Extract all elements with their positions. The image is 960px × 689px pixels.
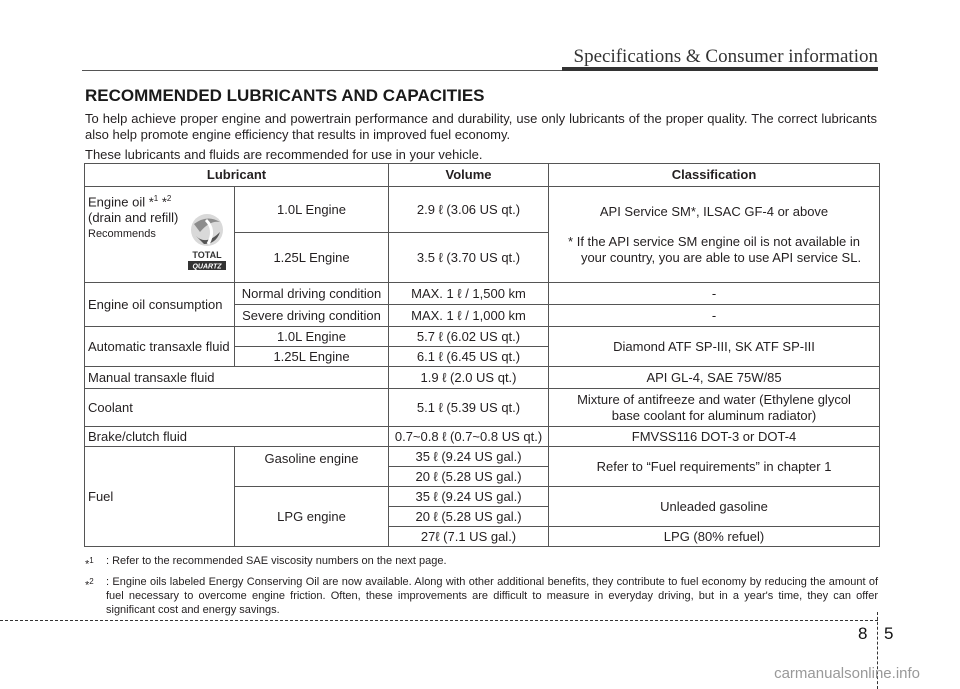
intro-paragraph-1: To help achieve proper engine and powertrain performance and durability, use only lubricants of the proper quality. The correct lubricants also help promote engine efficiency that results in improved fuel economy. [85, 111, 877, 142]
svg-text:QUARTZ: QUARTZ [192, 263, 222, 271]
table-header-row [85, 164, 880, 187]
engine-oil-label: Engine oil *$^1$ *$^2$ [88, 194, 172, 210]
brake-fluid-label: Brake/clutch fluid [85, 427, 389, 447]
engine-oil-1-25l-volume: 3.5 ℓ (3.70 US qt.) [389, 233, 549, 283]
section-title: RECOMMENDED LUBRICANTS AND CAPACITIES [85, 86, 485, 105]
table-row [85, 389, 880, 427]
footnotes [85, 554, 878, 620]
oil-consumption-label: Engine oil consumption [85, 283, 235, 327]
gasoline-volume-2: 20 ℓ (5.28 US gal.) [389, 467, 549, 487]
auto-transaxle-1-25l: 1.25L Engine [235, 347, 389, 367]
engine-oil-1-0l-volume: 2.9 ℓ (3.06 US qt.) [389, 187, 549, 233]
severe-driving-class: - [549, 305, 880, 327]
intro [85, 111, 877, 163]
table-row [85, 447, 880, 467]
table-row [85, 283, 880, 305]
engine-oil-classification: API Service SM*, ILSAC GF-4 or above * If the API service SM engine oil is not available in your country, you are able to use API service SL. [549, 187, 880, 283]
gasoline-class: Refer to “Fuel requirements” in chapter 1 [549, 447, 880, 487]
lpg-volume-2: 20 ℓ (5.28 US gal.) [389, 507, 549, 527]
severe-driving-volume: MAX. 1 ℓ / 1,000 km [389, 305, 549, 327]
coolant-label: Coolant [85, 389, 389, 427]
recommends-label: Recommends [88, 228, 156, 241]
col-header-classification: Classification [549, 164, 880, 187]
normal-driving-class: - [549, 283, 880, 305]
footer-rule [0, 620, 878, 621]
lpg-class-3: LPG (80% refuel) [549, 527, 880, 547]
total-quartz-logo [186, 210, 228, 272]
auto-transaxle-1-0l: 1.0L Engine [235, 327, 389, 347]
footnote-2: *$^2$ : Engine oils labeled Energy Conserving Oil are now available. Along with other additional benefits, they contribute to fuel economy by reducing the amount of fuel necessary to overcome engine friction. Often, these improvements are difficult to measure in everyday driving, but in a year's time, they can offer significant cost and energy savings. [85, 575, 878, 616]
table-row [85, 367, 880, 389]
intro-paragraph-2: These lubricants and fluids are recommended for use in your vehicle. [85, 147, 483, 162]
engine-oil-1-25l: 1.25L Engine [235, 233, 389, 283]
page-number-chapter: 8 [858, 624, 868, 643]
gasoline-volume-1: 35 ℓ (9.24 US gal.) [389, 447, 549, 467]
col-header-volume: Volume [389, 164, 549, 187]
gasoline-engine: Gasoline engine [235, 447, 389, 487]
normal-driving-condition: Normal driving condition [235, 283, 389, 305]
auto-transaxle-1-25l-volume: 6.1 ℓ (6.45 US qt.) [389, 347, 549, 367]
engine-oil-1-0l: 1.0L Engine [235, 187, 389, 233]
lpg-engine: LPG engine [235, 487, 389, 547]
lpg-class: Unleaded gasoline [549, 487, 880, 527]
watermark: carmanualsonline.info [774, 665, 920, 682]
auto-transaxle-1-0l-volume: 5.7 ℓ (6.02 US qt.) [389, 327, 549, 347]
severe-driving-condition: Severe driving condition [235, 305, 389, 327]
engine-oil-sublabel: (drain and refill) [88, 210, 179, 226]
normal-driving-volume: MAX. 1 ℓ / 1,500 km [389, 283, 549, 305]
page-number: 5 [884, 624, 894, 643]
footnote-1: *$^1$ : Refer to the recommended SAE viscosity numbers on the next page. [85, 555, 447, 571]
auto-transaxle-class: Diamond ATF SP-III, SK ATF SP-III [549, 327, 880, 367]
header-title: Specifications & Consumer information [573, 46, 878, 67]
coolant-class: Mixture of antifreeze and water (Ethylene glycol base coolant for aluminum radiator) [549, 389, 880, 427]
manual-transaxle-volume: 1.9 ℓ (2.0 US qt.) [389, 367, 549, 389]
lpg-volume-3: 27ℓ (7.1 US gal.) [389, 527, 549, 547]
header-tab [562, 67, 878, 71]
coolant-volume: 5.1 ℓ (5.39 US qt.) [389, 389, 549, 427]
table-row [85, 427, 880, 447]
manual-transaxle-label: Manual transaxle fluid [85, 367, 389, 389]
brake-fluid-volume: 0.7~0.8 ℓ (0.7~0.8 US qt.) [389, 427, 549, 447]
brake-fluid-class: FMVSS116 DOT-3 or DOT-4 [549, 427, 880, 447]
auto-transaxle-label: Automatic transaxle fluid [85, 327, 235, 367]
svg-text:TOTAL: TOTAL [192, 250, 222, 260]
manual-transaxle-class: API GL-4, SAE 75W/85 [549, 367, 880, 389]
fuel-label: Fuel [85, 447, 235, 547]
col-header-lubricant: Lubricant [85, 164, 389, 187]
table-row [85, 327, 880, 347]
lpg-volume-1: 35 ℓ (9.24 US gal.) [389, 487, 549, 507]
